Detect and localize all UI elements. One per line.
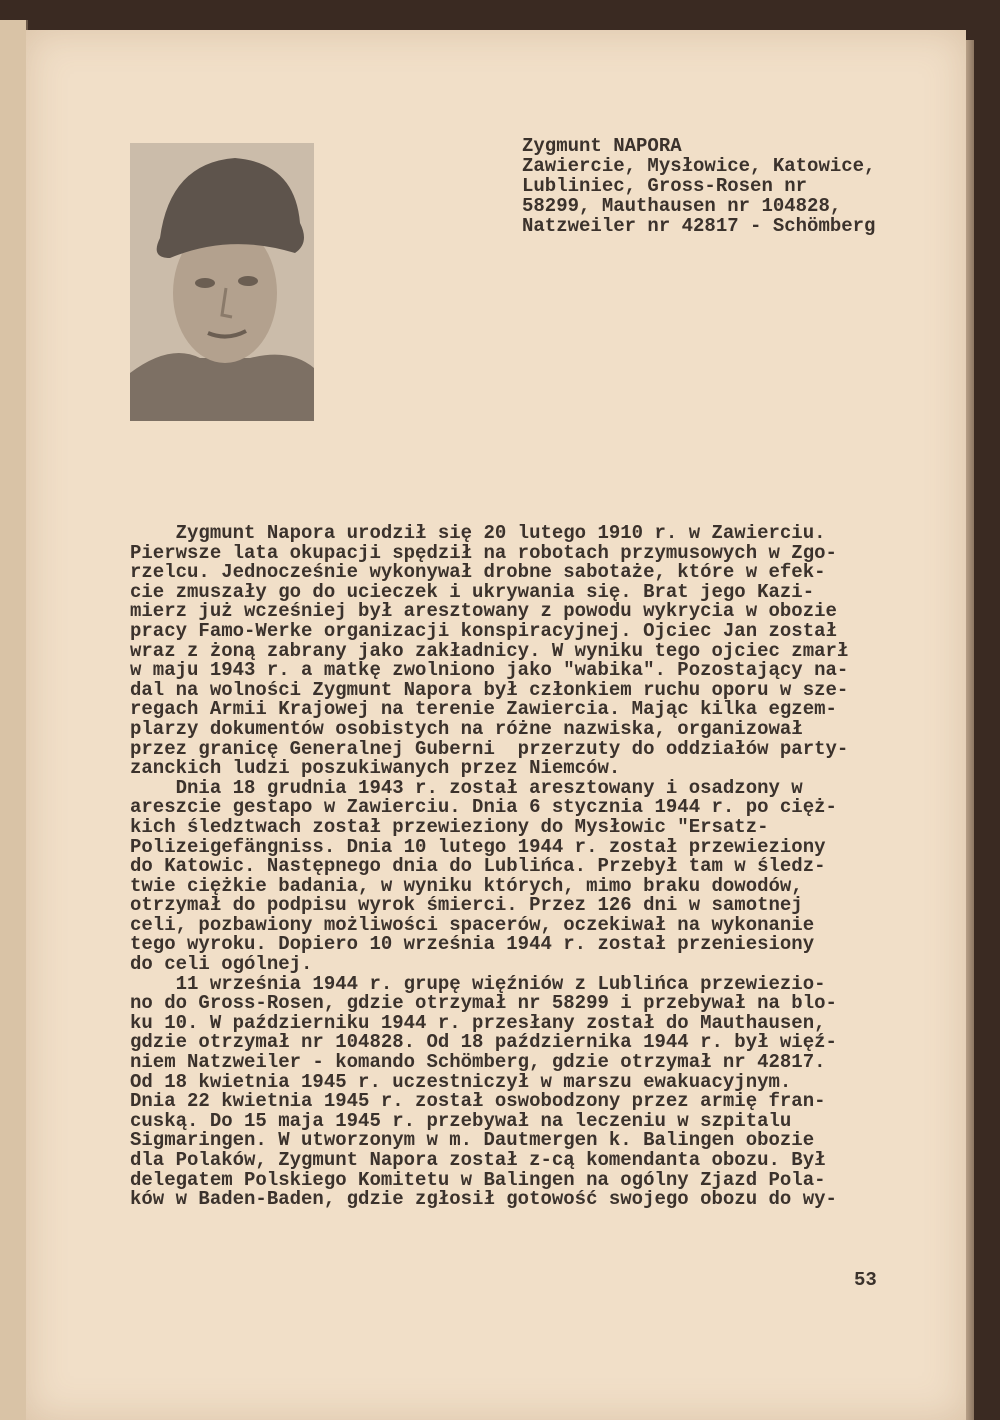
text-line: plarzy dokumentów osobistych na różne nazwiska, organizował [130,717,803,740]
text-line: gdzie otrzymał nr 104828. Od 18 października 1944 r. był więź- [130,1031,837,1054]
text-line: Dnia 18 grudnia 1943 r. został aresztowany i osadzony w [130,776,803,799]
paragraph [130,776,848,976]
header-places: Zawiercie, Mysłowice, Katowice, [522,155,876,177]
biography-header [522,136,875,236]
text-line: wraz z żoną zabrany jako zakładnicy. W wyniku tego ojciec zmarł [130,639,849,662]
text-line: kich śledztwach został przewieziony do Mysłowic "Ersatz- [130,815,769,838]
document-page [26,30,966,1420]
text-line: delegatem Polskiego Komitetu w Balingen na ogólny Zjazd Pola- [130,1168,826,1191]
biography-text [130,524,848,1210]
text-line: Sigmaringen. W utworzonym w m. Dautmergen k. Balingen obozie [130,1129,815,1152]
header-places: Lubliniec, Gross-Rosen nr [522,175,808,197]
text-line: twie ciężkie badania, w wyniku których, mimo braku dowodów, [130,874,803,897]
paragraph [130,972,848,1211]
text-line: dla Polaków, Zygmunt Napora został z-cą komendanta obozu. Był [130,1149,826,1171]
portrait-photo [130,143,314,421]
header-camp-numbers: Natzweiler nr 42817 - Schömberg [522,215,876,237]
text-line: w maju 1943 r. a matkę zwolniono jako "wabika". Pozostający na- [130,659,849,682]
text-line: pracy Famo-Werke organizacji konspiracyjnej. Ojciec Jan został [130,619,837,642]
text-line: tego wyroku. Dopiero 10 września 1944 r. został przeniesiony [130,933,815,956]
text-line: Zygmunt Napora urodził się 20 lutego 1910 r. w Zawierciu. [130,522,826,544]
text-line: do Katowic. Następnego dnia do Lublińca. Przebył tam w śledz- [130,855,826,878]
paragraph [130,524,848,779]
text-line: celi, pozbawiony możliwości spacerów, oczekiwał na wykonanie [130,913,815,936]
text-line: regach Armii Krajowej na terenie Zawiercia. Mając kilka egzem- [130,698,837,721]
text-line: ku 10. W październiku 1944 r. przesłany został do Mauthausen, [130,1011,826,1034]
header-name: Zygmunt NAPORA [522,135,682,157]
text-line: cuską. Do 15 maja 1945 r. przebywał na leczeniu w szpitalu [130,1109,792,1132]
text-line: mierz już wcześniej był aresztowany z powodu wykrycia w obozie [130,600,837,623]
text-line: ków w Baden-Baden, gdzie zgłosił gotowość swojego obozu do wy- [130,1188,837,1211]
text-line: otrzymał do podpisu wyrok śmierci. Przez 126 dni w samotnej [130,894,803,917]
text-line: Pierwsze lata okupacji spędził na robotach przymusowych w Zgo- [130,541,837,564]
text-line: 11 września 1944 r. grupę więźniów z Lublińca przewiezio- [130,972,826,995]
text-line: Od 18 kwietnia 1945 r. uczestniczył w marszu ewakuacyjnym. [130,1070,792,1093]
text-line: rzelcu. Jednocześnie wykonywał drobne sabotaże, które w efek- [130,561,826,584]
adjacent-page-edge [0,20,28,1420]
text-line: zanckich ludzi poszukiwanych przez Niemców. [130,757,621,780]
header-camp-numbers: 58299, Mauthausen nr 104828, [522,195,842,217]
text-line: cie zmuszały go do ucieczek i ukrywania się. Brat jego Kazi- [130,580,815,603]
text-line: do celi ogólnej. [130,953,313,976]
text-line: Polizeigefängniss. Dnia 10 lutego 1944 r. został przewieziony [130,835,826,858]
text-line: no do Gross-Rosen, gdzie otrzymał nr 58299 i przebywał na blo- [130,992,837,1015]
text-line: niem Natzweiler - komando Schömberg, gdzie otrzymał nr 42817. [130,1051,826,1074]
text-line: przez granicę Generalnej Guberni przerzuty do oddziałów party- [130,737,849,760]
page-number: 53 [854,1269,877,1291]
text-line: areszcie gestapo w Zawierciu. Dnia 6 stycznia 1944 r. po cięż- [130,796,837,819]
text-line: dal na wolności Zygmunt Napora był członkiem ruchu oporu w sze- [130,678,849,701]
text-line: Dnia 22 kwietnia 1945 r. został oswobodzony przez armię fran- [130,1090,826,1113]
